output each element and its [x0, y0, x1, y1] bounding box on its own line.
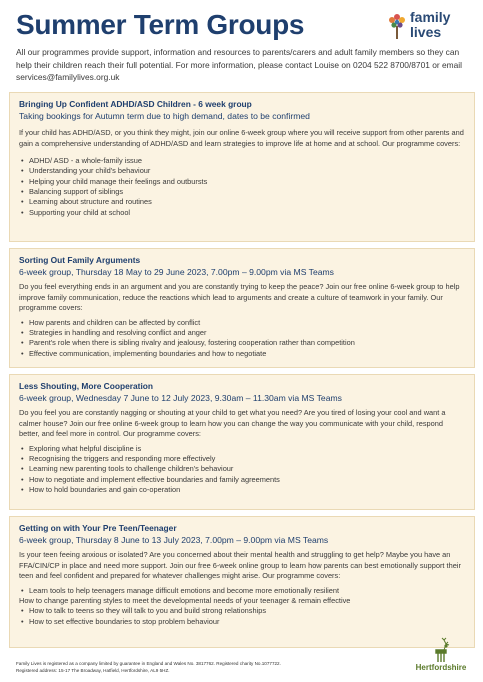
section-subtitle: 6-week group, Wednesday 7 June to 12 July 2023, 9.30am – 11.30am via MS Teams [19, 393, 342, 403]
bullet-list [19, 606, 465, 627]
list-item: • How parents and children can be affected by conflict [19, 318, 465, 328]
section-subtitle: 6-week group, Thursday 8 June to 13 July 2023, 7.00pm – 9.00pm via MS Teams [19, 535, 329, 545]
bullet-list [19, 444, 465, 495]
bullet-list [19, 156, 465, 218]
footer-legal [16, 660, 396, 674]
section-title: Less Shouting, More Cooperation [19, 381, 154, 391]
list-item: • ADHD/ ASD - a whole-family issue [19, 156, 465, 166]
list-item: • Understanding your child's behaviour [19, 166, 465, 176]
list-item: • Helping your child manage their feelings and outbursts [19, 177, 465, 187]
section-card-family-arguments [9, 248, 475, 368]
family-lives-logo [386, 10, 476, 46]
partner-label: Hertfordshire [415, 663, 467, 672]
footer-line-1: Family Lives is registered as a company limited by guarantee in England and Wales No. 3817762. Registered charity No.1077722. [16, 661, 281, 666]
section-card-less-shouting [9, 374, 475, 510]
section-subtitle: Taking bookings for Autumn term due to high demand, dates to be confirmed [19, 111, 310, 121]
hertfordshire-logo [408, 636, 474, 676]
list-item: • How to negotiate and implement effective boundaries and family agreements [19, 475, 465, 485]
section-card-adhd [9, 92, 475, 242]
section-body: If your child has ADHD/ASD, or you think they might, join our online 6-week group where you will receive support from other parents and gain a comprehensive understanding of ADHD/ASD and learn strategies to improve life at home and at school. Our programme covers: [19, 128, 464, 148]
section-body: Do you feel everything ends in an argument and you are constantly trying to keep the peace? Join our free online 6-week group to help improve family communication, reduce the reactions which lead to arguments and create a culture of teamwork in your family. Our programme covers: [19, 282, 460, 313]
list-item: • How to set effective boundaries to stop problem behaviour [19, 617, 465, 627]
list-item: • Supporting your child at school [19, 208, 465, 218]
list-item: • Strategies in handling and resolving conflict and anger [19, 328, 465, 338]
list-item: • Learn tools to help teenagers manage difficult emotions and become more emotionally resilient [19, 586, 465, 596]
logo-line-2: lives [410, 24, 442, 40]
section-body: Is your teen feeing anxious or isolated? Are you concerned about their mental health and struggling to get help? Maybe you have an FFA/CIN/CP in place and need more support. Join our free 6-week online group to learn how parents can best emotionally support their teen and feel confident and prepared for whatever challenges might arise. Our programme covers: [19, 550, 461, 581]
footer-line-2: Registered address: 15-17 The Broadway, Hatfield, Hertfordshire, AL9 5HZ. [16, 668, 170, 673]
stag-icon [408, 636, 474, 664]
section-title: Bringing Up Confident ADHD/ASD Children - 6 week group [19, 99, 252, 109]
list-item: • Parent's role when there is sibling rivalry and jealousy, fostering cooperation rather than competition [19, 338, 465, 348]
intro-text: All our programmes provide support, information and resources to parents/carers and adult family members so they can help their children reach their full potential. For more information, please contact Louise on 0204 522 8700/8701 or email services@familylives.org.uk [16, 47, 463, 82]
list-item: • Learning new parenting tools to challenge children's behaviour [19, 464, 465, 474]
list-item: • How to hold boundaries and gain co-operation [19, 485, 465, 495]
section-title: Sorting Out Family Arguments [19, 255, 141, 265]
logo-line-1: family [410, 9, 451, 25]
section-title: Getting on with Your Pre Teen/Teenager [19, 523, 177, 533]
list-item: • Recognising the triggers and responding more effectively [19, 454, 465, 464]
list-item: • Balancing support of siblings [19, 187, 465, 197]
list-item: • Effective communication, implementing boundaries and how to negotiate [19, 349, 465, 359]
list-item: • How to talk to teens so they will talk to you and build strong relationships [19, 606, 465, 616]
page-title: Summer Term Groups [16, 9, 305, 40]
list-item: • Learning about structure and routines [19, 197, 465, 207]
bullet-list [19, 318, 465, 359]
section-body: Do you feel you are constantly nagging or shouting at your child to get what you need? Are you tired of losing your cool and want a calmer house? Join our free online 6-week group to learn how you can change the way you communicate with your child, respond better, and feel more in control. Our programme covers: [19, 408, 446, 439]
bullet-list [19, 586, 465, 596]
section-note: How to change parenting styles to meet the developmental needs of your teenager & remain effective [19, 596, 351, 606]
section-card-teenager [9, 516, 475, 648]
section-subtitle: 6-week group, Thursday 18 May to 29 June 2023, 7.00pm – 9.00pm via MS Teams [19, 267, 334, 277]
list-item: • Exploring what helpful discipline is [19, 444, 465, 454]
tree-icon [386, 12, 408, 40]
